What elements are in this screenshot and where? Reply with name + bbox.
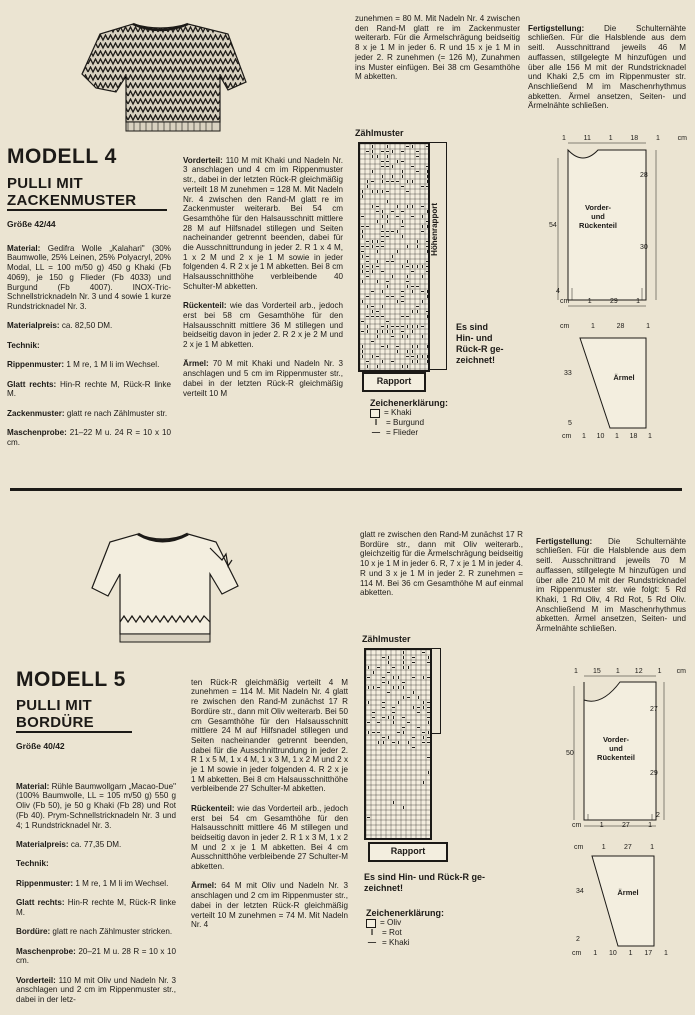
paragraph: Glatt rechts: Hin-R rechte M, Rück-R linke M. — [7, 379, 171, 399]
model4-sleeve-label: Ärmel — [613, 373, 635, 382]
paragraph: Vorderteil: 110 M mit Oliv und Nadeln Nr. 3 anschlagen und 2 cm im Rippenmuster str., dabei in der letz- — [16, 975, 176, 1005]
model4-height-repeat-bracket — [428, 142, 447, 370]
paragraph: Fertigstellung: Die Schulternähte schließen. Für die Halsblende aus dem seitl. Ausschnittrand jeweils 70 M auffassen, stillgelegte M hinzufügen und über alle 210 M mit der Rundstricknadel im Rippenmuster str. wie folgt: 5 Rd Khaki, 1 Rd Oliv, 4 Rd Rot, 5 Rd Oliv. Anschließend M im Maschenrhythmus abketten. Ärmel ansetzen, Seiten- und Ärmelnähte schließen. — [536, 536, 686, 634]
swatch-box-icon — [366, 919, 376, 928]
swatch-box-icon — [370, 409, 380, 418]
paragraph: Technik: — [7, 340, 40, 350]
model4-dims-sleeve-bottom: cm 1 10 1 18 1 — [562, 433, 652, 440]
paragraph: Bordüre: glatt re nach Zählmuster stricken. — [16, 927, 173, 937]
model4-rapport: Rapport — [362, 372, 426, 392]
model5-body-label: Vorder- und Rückenteil — [597, 735, 635, 762]
model4-dims-top: 1 11 1 18 1 cm — [562, 135, 687, 142]
paragraph: Rippenmuster: 1 M re, 1 M li im Wechsel. — [7, 360, 160, 370]
model5-dims-top: 1 15 1 12 1 cm — [574, 668, 686, 675]
symbol-bar-icon: I — [370, 928, 374, 937]
model4-dim-sleeve-length: 33 — [564, 370, 572, 377]
model5-dim-upper: 27 — [650, 706, 658, 713]
paragraph: Rippenmuster: 1 M re, 1 M li im Wechsel. — [16, 878, 169, 888]
model4-dim-height: 54 — [549, 222, 557, 229]
paragraph: Ärmel: 70 M mit Khaki und Nadeln Nr. 3 anschlagen und 5 cm im Rippenmuster str., dabei in der letzten Rück-R gleichmäßig verteilt 10 M — [183, 359, 343, 398]
model4-dim-upper: 28 — [640, 172, 648, 179]
model5-dim-height: 50 — [566, 750, 574, 757]
model5-dim-sleeve-rib: 2 — [576, 936, 580, 943]
symbol-dash-icon: — — [371, 428, 381, 437]
model4-text-col4 — [528, 14, 686, 121]
model5-title: MODELL 5 — [16, 668, 126, 691]
model4-size: Größe 42/44 — [7, 219, 56, 229]
legend-title: Zeichenerklärung: — [366, 908, 445, 918]
model5-dims-sleeve-top: cm 1 27 1 — [574, 844, 654, 851]
model5-height-repeat-bracket — [430, 648, 441, 734]
model4-dims-bottom: cm 1 29 1 — [560, 298, 640, 305]
legend-item: I = Rot — [366, 928, 444, 938]
model5-dim-rib: 2 — [656, 812, 660, 819]
model4-text-col3: zunehmen = 80 M. Mit Nadeln Nr. 4 zwischen den Rand-M glatt re im Zackenmuster weiterarb. Für die Ärmelschrägung beidseitig 8 x je 1 M in jeder 6. R und 15 x je 1 M in jeder 2. R zunehmen (= 126 M), Zunahmen ins Muster einfügen. Bei 38 cm Gesamthöhe M abketten. — [355, 14, 520, 82]
model4-chart-title: Zählmuster — [355, 128, 404, 138]
model5-rapport: Rapport — [368, 842, 448, 862]
paragraph: Fertigstellung: Die Schulternähte schließen. Für die Halsblende aus dem seitl. Ausschnittrand jeweils 46 M auffassen, stillgelegte M hinzufügen und über alle 156 M mit der Rundstricknadel und Khaki 2,5 cm im Rippenmuster str. Anschließend M im Maschenrhythmus abketten. Ärmel ansetzen, Seiten- und Ärmelnähte schließen. — [528, 23, 686, 111]
model5-text-col4 — [536, 527, 686, 643]
model4-text-col2 — [183, 146, 343, 408]
model4-title: MODELL 4 — [7, 145, 117, 168]
paragraph: Ärmel: 64 M mit Oliv und Nadeln Nr. 3 anschlagen und 2 cm im Rippenmuster str., dabei in der letzten Rück-R gleichmäßig verteilt 10 M zunehmen = 74 M. Mit Nadeln Nr. 4 — [191, 881, 348, 930]
legend-item: — = Khaki — [367, 938, 410, 947]
model4-subtitle: PULLI MIT ZACKENMUSTER — [7, 175, 167, 211]
model5-note: Es sind Hin- und Rück-R ge- zeichnet! — [364, 872, 486, 893]
legend-item: — = Flieder — [371, 428, 419, 437]
model5-dim-sleeve-length: 34 — [576, 888, 584, 895]
paragraph: ten Rück-R gleichmäßig verteilt 4 M zunehmen = 114 M. Mit Nadeln Nr. 4 glatt re zwischen den Rand-M zunächst 17 R Bordüre str., dann mit Oliv weiterarb. Bei 50 cm Gesamthöhe für den Halsausschnitt mittlere 24 M auf Hilfsnadel stillegen und Seiten nacheinander getrennt beenden, dabei für die Ausschnittrundung in jeder 2. R 1 x 5 M, 1 x 4 M, 1 x 3 M, 1 x 2 M und 2 x je 1 M sowie in jeder folgenden 4. R 2 x je 1 M abketten. Bei 8 cm Halsausschnitthöhe verbleibende 27 Schulter-M abketten. — [191, 677, 348, 794]
model5-chart-title: Zählmuster — [362, 634, 411, 644]
paragraph: Maschenprobe: 21–22 M u. 24 R = 10 x 10 cm. — [7, 428, 171, 447]
model5-knitting-chart — [364, 648, 432, 840]
symbol-dash-icon: — — [367, 938, 377, 947]
section-divider — [10, 488, 682, 491]
model4-dim-sleeve-rib: 5 — [568, 420, 572, 427]
paragraph: Maschenprobe: 20–21 M u. 28 R = 10 x 10 cm. — [16, 946, 176, 966]
model4-body-label: Vorder- und Rückenteil — [579, 203, 617, 230]
model5-dims-bottom: cm 1 27 1 — [572, 822, 652, 829]
paragraph: Materialpreis: ca. 77,35 DM. — [16, 839, 122, 849]
paragraph: Material: Gedifra Wolle „Kalahari" (30% Baumwolle, 25% Leinen, 25% Polyacryl, 20% Modal, LL = 100 m/50 g) 450 g Khaki (Fb 4069), je 150 g Flieder (Fb 4033) und Burgund (Fb 4007). INOX-Tric-Schnellstricknadeln Nr. 3 und 4 sowie 1 kurze Rundstricknadel Nr. 3. — [7, 243, 171, 311]
model5-text-col3: glatt re zwischen den Rand-M zunächst 17 R Bordüre str., dann mit Oliv weiterarb., gleichzeitig für die Ärmelschrägung beidseitig 10 x je 1 M in jeder 6. R, 7 x je 1 M in jeder 4. R und 3 x je 1 M in jeder 2. R zunehmen = 114 M. Bei 36 cm Gesamthöhe M auf einmal abketten. — [360, 530, 523, 598]
legend-item: I = Burgund — [370, 418, 448, 428]
model5-text-col1 — [16, 772, 176, 1015]
sweater-illustration-border — [90, 530, 240, 648]
model4-chart-grid — [360, 144, 428, 370]
model5-legend — [366, 908, 444, 948]
paragraph: Rückenteil: wie das Vorderteil arb., jedoch erst bei 54 cm Gesamthöhe für den Halsausschnitt mittlere 46 M stillegen und beidseitig davon in jeder 2. R 1 x 3 M, 1 x 2 M und 2 x je 1 M abketten. Bei 4 cm Ausschnitthöhe verbleibende 27 Schulter-M abketten. — [191, 803, 348, 872]
model4-legend — [370, 398, 448, 438]
model4-knitting-chart — [358, 142, 430, 372]
paragraph: Technik: — [16, 859, 49, 869]
model5-subtitle: PULLI MIT BORDÜRE — [16, 697, 132, 733]
paragraph: Rückenteil: wie das Vorderteil arb., jedoch erst bei 58 cm Gesamthöhe für den Halsausschnitt mittlere 36 M stillegen und beidseitig davon in jeder 2. R 2 x je 2 M und 2 x je 1 M abketten. — [183, 301, 343, 350]
legend-item: = Oliv — [366, 918, 444, 928]
model4-height-label: Höhenrapport — [430, 203, 439, 256]
model5-chart-grid — [366, 650, 430, 838]
model5-dim-lower: 29 — [650, 770, 658, 777]
model5-text-col2 — [191, 668, 348, 940]
model4-text-col1 — [7, 234, 171, 457]
paragraph: Vorderteil: 110 M mit Khaki und Nadeln Nr. 3 anschlagen und 4 cm im Rippenmuster str., dabei in der letzten Rück-R gleichmäßig verteilt 18 M zunehmen = 128 M. Mit Nadeln Nr. 4 zwischen den Rand-M glatt re im Zackenmuster weiterarb. Bei 54 cm Gesamthöhe für den Halsausschnitt mittlere 28 M auf Hilfsnadel stillegen und Seiten nacheinander getrennt beenden, dabei für die Ausschnittrundung in jeder 2. R 1 x 4 M, 1 x 2 M und 2 x je 1 M sowie in jeder folgenden 4. R 2 x je 1 M abketten. Bei 8 cm Halsausschnitthöhe verbleibende 40 Schulter-M abketten. — [183, 155, 343, 291]
model5-size: Größe 40/42 — [16, 741, 65, 751]
legend-item: = Khaki — [370, 408, 448, 418]
model4-dim-rib: 4 — [556, 288, 560, 295]
paragraph: Materialpreis: ca. 82,50 DM. — [7, 321, 113, 331]
symbol-bar-icon: I — [374, 418, 378, 427]
sweater-illustration-zigzag — [78, 18, 248, 138]
legend-title: Zeichenerklärung: — [370, 398, 449, 408]
model4-note: Es sind Hin- und Rück-R ge- zeichnet! — [456, 322, 504, 365]
paragraph: Material: Rühle Baumwollgarn „Macao-Due" (100% Baumwolle, LL = 105 m/50 g) 550 g Oliv (Fb 50), je 50 g Khaki (Fb 28) und Rot (Fb 40). Prym-Schnellstricknadeln Nr. 3 und 4; 1 Rundstricknadel Nr. 3. — [16, 781, 176, 830]
model4-dims-sleeve-top: cm 1 28 1 — [560, 323, 650, 330]
paragraph: Glatt rechts: Hin-R rechte M, Rück-R linke M. — [16, 898, 176, 917]
model4-dim-lower: 30 — [640, 244, 648, 251]
paragraph: Zackenmuster: glatt re nach Zählmuster str. — [7, 408, 168, 418]
model4-schematic — [538, 128, 688, 448]
model5-dims-sleeve-bottom: cm 1 10 1 17 1 — [572, 950, 668, 957]
model5-sleeve-label: Ärmel — [617, 888, 639, 897]
model5-schematic — [548, 660, 688, 980]
